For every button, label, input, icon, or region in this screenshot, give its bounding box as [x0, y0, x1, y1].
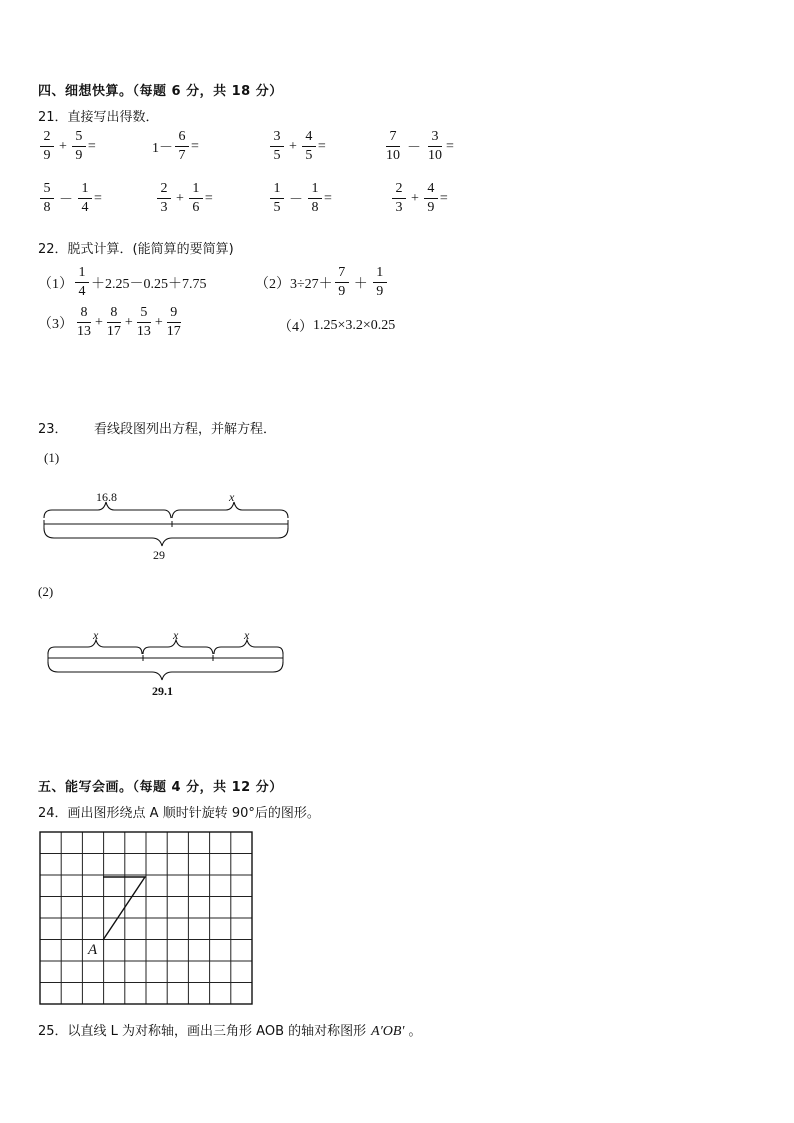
- q21-item-6: $\frac{2}{3}$ + $\frac{1}{6}$ =: [155, 182, 213, 215]
- triangle-shape: [103, 877, 145, 940]
- q23-part-1-left-label: 16.8: [96, 490, 117, 504]
- q23-label: 23．: [38, 422, 68, 437]
- q23-part-1-right-label: x: [229, 490, 235, 504]
- q23-diagram-1: [36, 484, 296, 568]
- section-4-title: 四、细想快算。（每题 6 分，共 18 分）: [38, 84, 283, 99]
- q23-part-2-seg-1-label: x: [93, 628, 99, 642]
- q21-item-3: $\frac{3}{5}$ + $\frac{4}{5}$ =: [268, 130, 326, 163]
- brace-bottom: [44, 528, 288, 546]
- q22-part-1: （1） $\frac{1}{4}$ ＋2.25－0.25＋7.75: [38, 265, 207, 299]
- q22-part-2: （2） 3÷27＋ $\frac{7}{9}$ ＋ $\frac{1}{9}$: [255, 266, 389, 299]
- q23-part-1-number: (1): [44, 450, 60, 465]
- q21-item-7: $\frac{1}{5}$ － $\frac{1}{8}$ =: [268, 182, 332, 215]
- section-5-title: 五、能写会画。（每题 4 分，共 12 分）: [38, 780, 283, 795]
- q23-part-1-total-label: 29: [153, 548, 165, 562]
- q23-part-2-seg-2-label: x: [173, 628, 179, 642]
- q21-item-1: $\frac{2}{9}$ + $\frac{5}{9}$ =: [38, 130, 96, 163]
- q21-item-8: $\frac{2}{3}$ + $\frac{4}{9}$ =: [390, 182, 448, 215]
- q22-part-3: （3） $\frac{8}{13}$ + $\frac{8}{17}$ + $\frac{5}{13}$ + $\frac{9}{17}$: [38, 305, 181, 339]
- q21-item-5: $\frac{5}{8}$ － $\frac{1}{4}$ =: [38, 182, 102, 215]
- q21-item-4: $\frac{7}{10}$ － $\frac{3}{10}$ =: [386, 129, 454, 163]
- q23-part-2-seg-3-label: x: [244, 628, 250, 642]
- q22-label: 22．脱式计算．(能简算的要简算): [38, 242, 234, 257]
- q25-math: A′OB′: [371, 1024, 405, 1039]
- point-a-label: A: [88, 942, 98, 958]
- q24-grid: [38, 830, 256, 1006]
- q23-part-2-number: (2): [38, 584, 54, 599]
- brace-bottom: [48, 662, 283, 680]
- q24-label: 24．画出图形绕点 A 顺时针旋转 90°后的图形。: [38, 806, 320, 821]
- q23-diagram-2: [40, 620, 290, 690]
- q22-part-4: （4） 1.25×3.2×0.25: [278, 318, 396, 335]
- q21-item-2: 1－ $\frac{6}{7}$ =: [152, 129, 199, 163]
- q25-label: 25．以直线 L 为对称轴，画出三角形 AOB 的轴对称图形 A′OB′ 。: [38, 1024, 422, 1039]
- q23-text: 看线段图列出方程，并解方程．: [94, 422, 277, 437]
- q23-part-2-total-label: 29.1: [152, 684, 173, 698]
- q21-label: 21．直接写出得数．: [38, 110, 159, 125]
